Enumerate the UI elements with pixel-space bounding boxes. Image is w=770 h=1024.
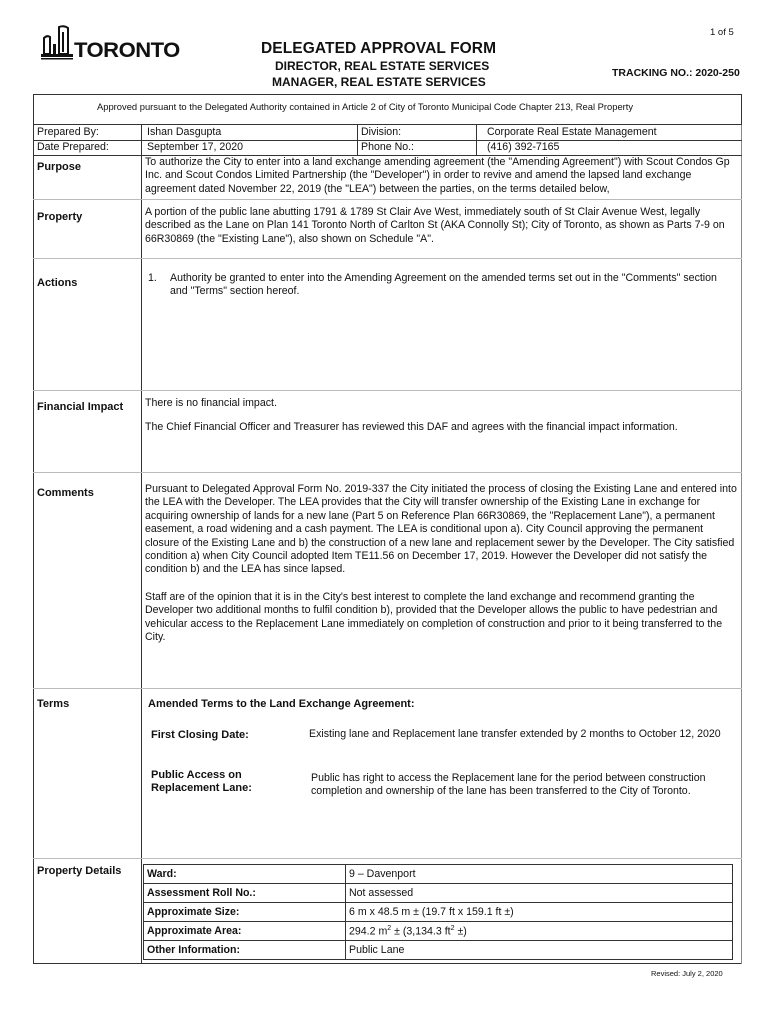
public-access-text: Public has right to access the Replacement lane for the period between construction completion and ownership of the lane has been transferred to the City of Toronto. [311, 772, 706, 798]
comments-label: Comments [37, 487, 94, 499]
table-row [144, 865, 733, 884]
subtitle-manager: MANAGER, REAL ESTATE SERVICES [272, 75, 486, 89]
city-hall-icon [40, 24, 74, 66]
logo-wordmark: TORONTO [74, 39, 180, 62]
authority-note: Approved pursuant to the Delegated Authority contained in Article 2 of City of Toronto Municipal Code Chapter 213, Real Property [97, 101, 634, 112]
approximate-area-value: 294.2 $m^2 \pm (3,134.3$ $ft^2$ ±) [346, 922, 733, 941]
purpose-label: Purpose [37, 161, 82, 173]
division-value: Corporate Real Estate Management [487, 126, 657, 138]
financial-impact-line1: There is no financial impact. [145, 397, 277, 409]
table-row [144, 941, 733, 960]
first-closing-date-label: First Closing Date: [151, 729, 249, 741]
approximate-size-label: Approximate Size: [144, 903, 346, 922]
table-row [144, 922, 733, 941]
subtitle-director: DIRECTOR, REAL ESTATE SERVICES [275, 59, 490, 73]
ward-value: 9 – Davenport [346, 865, 733, 884]
comments-paragraph-1: Pursuant to Delegated Approval Form No. 2019-337 the City initiated the process of closing the Existing Lane and entered into the LEA with the Developer. The LEA provides that the City will transfer ownership of the Existing Lane in exchange for acquiring ownership of lands for a new lane (Part 5 on Reference Plan 66R30869, the "Replacement Lane"), a permanent easement, a road widening and a cash payment. The LEA is conditional upon a). City Council approving the permanent closure of the Existing Lane and b) the construction of a new lane and replacement sewer by the Developer. The City satisfied condition a) when City Council adopted Item TE11.56 on December 17, 2019. However the Developer did not satisfy the condition b) and the LEA has since lapsed. [145, 483, 737, 576]
property-label: Property [37, 211, 83, 223]
actions-number: 1. [148, 272, 157, 284]
page-indicator: 1 of 5 [710, 27, 734, 38]
tracking-number: TRACKING NO.: 2020-250 [612, 67, 740, 79]
purpose-text: To authorize the City to enter into a land exchange amending agreement (the "Amending Agreement") with Scout Condos Gp Inc. and Scout Condos Limited Partnership (the "Developer") in order to revive and amend the lapsed land exchange agreement dated November 22, 2019 (the "LEA") between the parties, on the terms detailed below, [145, 156, 730, 195]
prepared-by-value: Ishan Dasgupta [147, 126, 222, 138]
comments-paragraph-2: Staff are of the opinion that it is in the City's best interest to complete the land exchange and recommend granting the Developer two additional months to fulfil condition b), provided that the Developer allows the public to have pedestrian and vehicular access to the Replacement Lane immediately on completion of construction and prior to it being transferred to the City. [145, 591, 723, 644]
actions-text: Authority be granted to enter into the Amending Agreement on the amended terms set out in the "Comments" section and "Terms" section hereof. [170, 272, 717, 298]
ward-label: Ward: [144, 865, 346, 884]
public-access-label-line2: Replacement Lane: [151, 782, 252, 794]
toronto-logo [40, 24, 180, 68]
approximate-area-label: Approximate Area: [144, 922, 346, 941]
assessment-roll-value: Not assessed [346, 884, 733, 903]
actions-label: Actions [37, 277, 78, 289]
other-information-value: Public Lane [346, 941, 733, 960]
phone-value: (416) 392-7165 [487, 141, 560, 153]
approximate-size-value: 6 m x 48.5 m ± (19.7 ft x 159.1 ft ±) [346, 903, 733, 922]
assessment-roll-label: Assessment Roll No.: [144, 884, 346, 903]
property-details-table [143, 864, 733, 960]
form-title: DELEGATED APPROVAL FORM [261, 40, 497, 57]
property-details-label: Property Details [37, 865, 122, 877]
revised-date: Revised: July 2, 2020 [651, 969, 723, 978]
financial-impact-line2: The Chief Financial Officer and Treasurer has reviewed this DAF and agrees with the financial impact information. [145, 421, 678, 433]
table-row [144, 903, 733, 922]
date-prepared-label: Date Prepared: [37, 141, 109, 153]
division-label: Division: [361, 126, 402, 138]
phone-label: Phone No.: [361, 141, 415, 153]
first-closing-date-text: Existing lane and Replacement lane transfer extended by 2 months to October 12, 2020 [309, 728, 721, 740]
table-row [144, 884, 733, 903]
financial-impact-label: Financial Impact [37, 401, 124, 413]
public-access-label-line1: Public Access on [151, 769, 242, 781]
other-information-label: Other Information: [144, 941, 346, 960]
property-text: A portion of the public lane abutting 1791 & 1789 St Clair Ave West, immediately south of St Clair Avenue West, legally described as the Lane on Plan 141 Toronto North of Carlton St (AKA Connolly St); City of Toronto, as shown as Parts 7-9 on 66R30869 (the "Existing Lane"), also shown on Schedule "A". [145, 206, 725, 245]
prepared-by-label: Prepared By: [37, 126, 99, 138]
date-prepared-value: September 17, 2020 [147, 141, 244, 153]
terms-heading: Amended Terms to the Land Exchange Agreement: [148, 698, 415, 710]
terms-label: Terms [37, 698, 70, 710]
